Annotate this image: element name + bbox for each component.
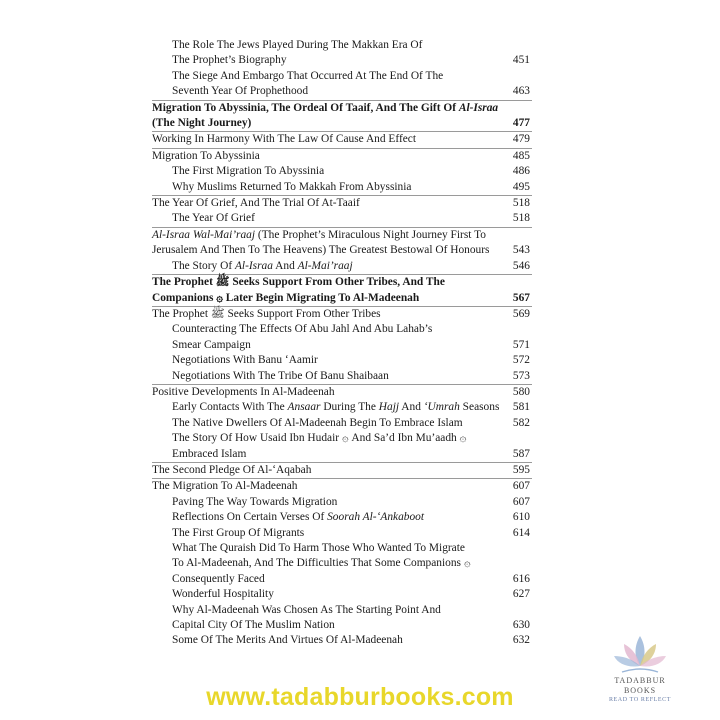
toc-entry bbox=[152, 195, 532, 211]
toc-page-number: 607 bbox=[512, 480, 530, 493]
toc-entry bbox=[152, 416, 532, 431]
toc-entry bbox=[152, 69, 532, 100]
toc-page-number: 495 bbox=[512, 180, 530, 193]
title-text: Reflections On Certain Verses Of bbox=[172, 511, 328, 524]
toc-entry-title-line bbox=[172, 322, 482, 337]
toc-page-number: 486 bbox=[512, 165, 530, 178]
title-text: Seasons bbox=[459, 401, 500, 414]
title-text: To Al-Madeenah, And The Difficulties That Some Companions ۞ bbox=[172, 557, 471, 570]
title-text: The Role The Jews Played During The Makkan Era Of bbox=[172, 39, 423, 51]
italic-term: Hajj bbox=[378, 401, 400, 414]
toc-entry-title-line bbox=[172, 416, 482, 431]
toc-page-number: 582 bbox=[512, 416, 530, 429]
toc-page-number: 567 bbox=[512, 291, 530, 304]
toc-entry-title-line bbox=[172, 633, 482, 648]
toc-entry-title-line bbox=[152, 307, 482, 322]
toc-entry-title-line bbox=[152, 149, 482, 164]
toc-page-number: 610 bbox=[512, 511, 530, 524]
title-text: Counteracting The Effects Of Abu Jahl And Abu Lahab’s bbox=[172, 323, 433, 336]
toc-entry-title-line bbox=[172, 618, 482, 633]
toc-entry bbox=[152, 633, 532, 648]
toc-page-number: 569 bbox=[512, 307, 530, 320]
toc-entry-title-line bbox=[152, 463, 482, 478]
toc-entry bbox=[152, 510, 532, 525]
toc-entry bbox=[152, 353, 532, 368]
title-text: Smear Campaign bbox=[172, 338, 251, 351]
toc-entry-title-line bbox=[172, 369, 482, 384]
title-text: The Year Of Grief, And The Trial Of At-Taaif bbox=[152, 197, 360, 210]
italic-term: ‘Umrah bbox=[423, 401, 460, 414]
toc-entry-title-line bbox=[172, 84, 482, 99]
toc-entry-title-line bbox=[172, 211, 482, 226]
toc-page-number: 518 bbox=[512, 197, 530, 210]
title-text: The Story Of bbox=[172, 259, 235, 272]
toc-entry-title-line bbox=[152, 479, 482, 494]
title-text: Some Of The Merits And Virtues Of Al-Madeenah bbox=[172, 634, 403, 647]
toc-entry bbox=[152, 211, 532, 226]
toc-page-number: 614 bbox=[512, 526, 530, 539]
title-text: The Migration To Al-Madeenah bbox=[152, 480, 298, 493]
title-text: (The Night Journey) bbox=[152, 117, 252, 130]
lotus-icon bbox=[610, 632, 670, 676]
title-text: Migration To Abyssinia, The Ordeal Of Taaif, And The Gift Of bbox=[152, 101, 459, 114]
title-text: During The bbox=[320, 401, 379, 414]
toc-entry-title-line bbox=[172, 400, 500, 415]
toc-entry bbox=[152, 274, 532, 306]
toc-page-number: 595 bbox=[512, 463, 530, 476]
title-text: Consequently Faced bbox=[172, 572, 265, 585]
toc-entry-title-line bbox=[172, 510, 482, 525]
toc-entry-title-line bbox=[152, 291, 482, 306]
title-text: Embraced Islam bbox=[172, 447, 247, 460]
toc-entry bbox=[152, 227, 532, 259]
title-text: Positive Developments In Al-Madeenah bbox=[152, 385, 335, 398]
toc-entry-title-line bbox=[172, 180, 482, 195]
toc-entry bbox=[152, 431, 532, 462]
title-text: Seventh Year Of Prophethood bbox=[172, 85, 309, 98]
toc-entry-title-line bbox=[172, 572, 482, 587]
toc-entry-title-line bbox=[172, 603, 482, 618]
toc-entry-title-line bbox=[172, 53, 482, 68]
title-text: And bbox=[399, 401, 424, 414]
toc-entry-title-line bbox=[152, 275, 482, 290]
toc-entry-title-line bbox=[172, 69, 482, 84]
toc-entry bbox=[152, 400, 532, 415]
toc-entry-title-line bbox=[152, 228, 486, 243]
toc-entry bbox=[152, 100, 532, 132]
title-text: The Story Of How Usaid Ibn Hudair ۞ And Sa’d Ibn Mu’aadh ۞ bbox=[172, 432, 467, 445]
title-text: Working In Harmony With The Law Of Cause And Effect bbox=[152, 133, 417, 146]
italic-term: Soorah Al-‘Ankaboot bbox=[327, 511, 425, 524]
brand-name: TADABBUR BOOKS bbox=[614, 676, 666, 695]
toc-entry-title-line bbox=[152, 116, 482, 131]
title-text: The Prophet ﷺ Seeks Support From Other Tribes bbox=[152, 307, 381, 320]
title-text: The Siege And Embargo That Occurred At The End Of The bbox=[172, 69, 444, 82]
toc-entry-title-line bbox=[172, 526, 482, 541]
toc-page-number: 485 bbox=[512, 149, 530, 162]
title-text: Migration To Abyssinia bbox=[152, 149, 260, 162]
toc-entry bbox=[152, 148, 532, 164]
italic-term: Al-Israa bbox=[458, 101, 499, 114]
italic-term: Al-Israa Wal-Mai’raaj bbox=[152, 228, 256, 241]
title-text: (The Prophet’s Miraculous Night Journey First To bbox=[255, 228, 486, 241]
title-text: The Native Dwellers Of Al-Madeenah Begin To Embrace Islam bbox=[172, 416, 463, 429]
toc-page-number: 607 bbox=[512, 495, 530, 508]
title-text: What The Quraish Did To Harm Those Who Wanted To Migrate bbox=[172, 542, 465, 554]
italic-term: Ansaar bbox=[287, 401, 321, 414]
title-text: Capital City Of The Muslim Nation bbox=[172, 619, 335, 632]
title-text: Jerusalem And Then To The Heavens) The Greatest Bestowal Of Honours bbox=[152, 244, 490, 257]
toc-entry-title-line bbox=[172, 338, 482, 353]
italic-term: Al-Israa bbox=[234, 259, 273, 272]
toc-entry-title-line bbox=[172, 447, 482, 462]
toc-page-number: 479 bbox=[512, 133, 530, 146]
toc-page-number: 627 bbox=[512, 588, 530, 601]
italic-term: Al-Mai’raaj bbox=[297, 259, 353, 272]
title-text: The Prophet’s Biography bbox=[172, 54, 287, 67]
toc-page-number: 587 bbox=[512, 447, 530, 460]
toc-page-number: 630 bbox=[512, 619, 530, 632]
toc-page-number: 632 bbox=[512, 634, 530, 647]
toc-page-number: 580 bbox=[512, 385, 530, 398]
toc-entry bbox=[152, 384, 532, 400]
toc-entry-title-line bbox=[152, 101, 499, 116]
toc-page-number: 572 bbox=[512, 354, 530, 367]
toc-entry-title-line bbox=[172, 541, 482, 556]
toc-page-number: 477 bbox=[512, 117, 530, 130]
toc-entry bbox=[152, 541, 532, 587]
toc-entry-title-line bbox=[172, 431, 482, 446]
title-text: Why Al-Madeenah Was Chosen As The Starting Point And bbox=[172, 603, 441, 616]
toc-entry-title-line bbox=[172, 556, 482, 571]
table-of-contents bbox=[152, 38, 532, 649]
toc-entry-title-line bbox=[152, 243, 490, 258]
toc-entry bbox=[152, 462, 532, 478]
toc-page-number: 616 bbox=[512, 572, 530, 585]
title-text: Negotiations With The Tribe Of Banu Shaibaan bbox=[172, 369, 389, 382]
toc-entry bbox=[152, 38, 532, 69]
toc-page-number: 571 bbox=[512, 338, 530, 351]
toc-entry-title-line bbox=[172, 259, 482, 274]
toc-entry bbox=[152, 526, 532, 541]
toc-page-number: 543 bbox=[512, 244, 530, 257]
toc-entry-title-line bbox=[172, 353, 482, 368]
toc-entry bbox=[152, 369, 532, 384]
title-text: The Prophet ﷺ Seeks Support From Other Tribes, And The bbox=[152, 276, 445, 289]
title-text: Wonderful Hospitality bbox=[172, 588, 274, 601]
toc-page-number: 581 bbox=[512, 401, 530, 414]
title-text: The First Group Of Migrants bbox=[172, 526, 305, 539]
toc-page-number: 546 bbox=[512, 259, 530, 272]
toc-page-number: 463 bbox=[512, 85, 530, 98]
toc-entry-title-line bbox=[172, 164, 482, 179]
toc-entry-title-line bbox=[172, 587, 482, 602]
toc-entry-title-line bbox=[152, 132, 482, 147]
toc-entry bbox=[152, 603, 532, 634]
title-text: And bbox=[272, 259, 298, 272]
toc-page-number: 518 bbox=[512, 212, 530, 225]
toc-entry bbox=[152, 478, 532, 494]
title-text: Negotiations With Banu ‘Aamir bbox=[172, 354, 318, 367]
brand-tagline: READ TO REFLECT bbox=[608, 697, 672, 703]
toc-entry bbox=[152, 164, 532, 179]
toc-entry bbox=[152, 306, 532, 322]
title-text: Early Contacts With The bbox=[172, 401, 288, 414]
title-text: Paving The Way Towards Migration bbox=[172, 495, 338, 508]
toc-entry bbox=[152, 180, 532, 195]
toc-entry-title-line bbox=[152, 385, 482, 400]
toc-entry bbox=[152, 587, 532, 602]
toc-entry bbox=[152, 322, 532, 353]
title-text: Why Muslims Returned To Makkah From Abyssinia bbox=[172, 180, 412, 193]
toc-entry bbox=[152, 259, 532, 274]
toc-page-number: 573 bbox=[512, 369, 530, 382]
toc-entry bbox=[152, 131, 532, 147]
title-text: Companions ۞ Later Begin Migrating To Al-Madeenah bbox=[152, 291, 420, 304]
title-text: The First Migration To Abyssinia bbox=[172, 165, 325, 178]
toc-entry-title-line bbox=[172, 495, 482, 510]
toc-entry-title-line bbox=[172, 38, 482, 53]
title-text: The Second Pledge Of Al-‘Aqabah bbox=[152, 463, 312, 476]
toc-entry bbox=[152, 495, 532, 510]
toc-page-number: 451 bbox=[512, 54, 530, 67]
title-text: The Year Of Grief bbox=[172, 212, 255, 225]
website-watermark: www.tadabburbooks.com bbox=[206, 683, 514, 711]
toc-entry-title-line bbox=[152, 196, 482, 211]
